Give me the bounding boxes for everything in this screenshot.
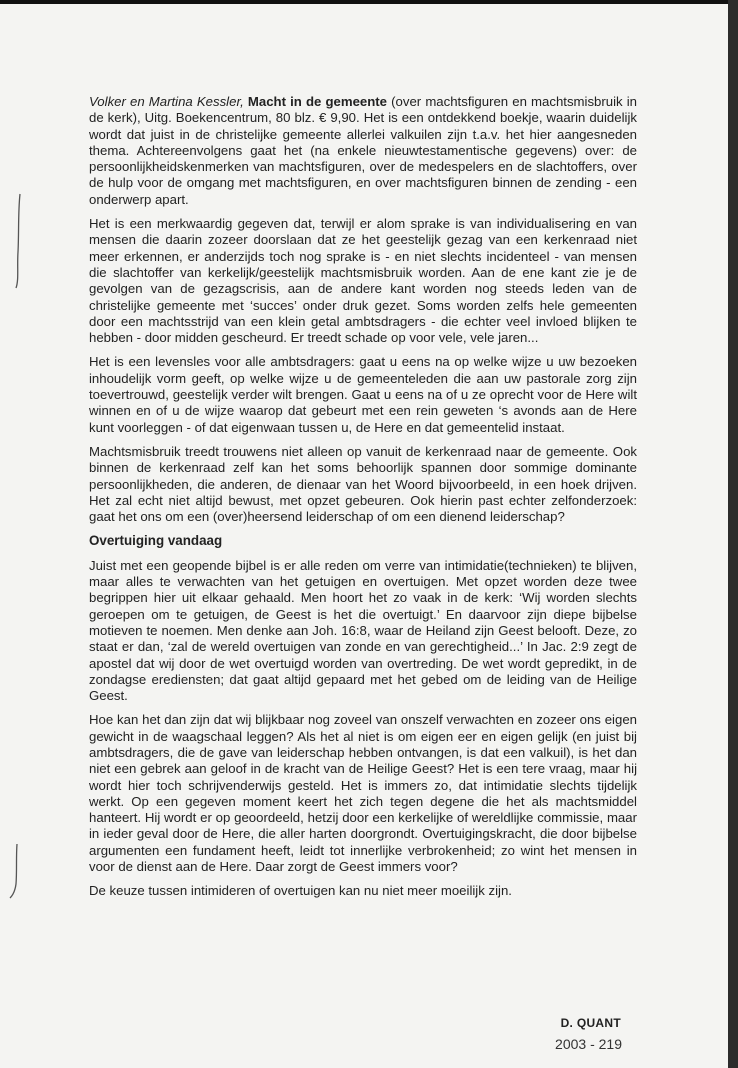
left-margin-bracket-mark [12, 192, 26, 292]
author-signature: D. QUANT [560, 1016, 621, 1030]
body-paragraph: Het is een merkwaardig gegeven dat, terwijl er alom sprake is van individualisering en van mensen die daarin zozeer doorslaan dat ze het geestelijk gezag van een kerkenraad niet meer erkennen, er anderzijds toch nog sprake is - en niet slechts incidenteel - van mensen die slachtoffer van kerkelijk/geestelijk machtsmisbruik worden. Aan de ene kant zie je de gevolgen van de gezagscrisis, aan de andere kant worden nog steeds leden van de christelijke gemeente met ‘succes’ onder druk gezet. Soms worden zelfs hele gemeenten door een machtsstrijd van een klein getal ambtsdragers - die echter veel invloed blijken te hebben - door midden gescheurd. Er treedt schade op voor vele, vele jaren... [89, 216, 637, 346]
body-paragraph: Machtsmisbruik treedt trouwens niet alleen op vanuit de kerkenraad naar de gemeente. Ook binnen de kerkenraad zelf kan het soms behoorlijk spannen door sommige dominante persoonlijkheden, die anderen, de dienaar van het Woord bijvoorbeeld, in een hoek drijven. Het zal echt niet altijd bewust, met opzet gebeuren. Ook hierin past echter zelfonderzoek: gaat het ons om een (over)heersend leiderschap of om een dienend leiderschap? [89, 443, 637, 525]
section-heading: Overtuiging vandaag [89, 533, 223, 549]
review-text: (over machtsfiguren en machtsmisbruik in de kerk), Uitg. Boekencentrum, 80 blz. € 9,90. Het is een ontdekkend boekje, waarin duidelijk wordt dat juist in de christelijke gemeente allerlei valkuilen zijn t.a.v. het hier aangesneden thema. Achtereenvolgens gaat het (na enkele nieuwtestamentische gegevens) over: de persoonlijkheidskenmerken van machtsfiguren, over de medespelers en de slachtoffers, over de hulp voor de omgang met machtsfiguren, en over machtsfiguren binnen de zending - een onderwerp apart. [89, 94, 638, 207]
body-paragraph: Het is een levensles voor alle ambtsdragers: gaat u eens na op welke wijze u uw bezoeken inhoudelijk vorm geeft, op welke wijze u de gemeenteleden die aan uw pastorale zorg zijn toevertrouwd, geestelijk verder wilt brengen. Gaat u eens na of u ze oprecht voor de Here wilt winnen en of u de wijze waarop dat gebeurt met een rein geweten ‘s avonds aan de Here kunt voorleggen - of dat eigenwaan tussen u, de Here en dat gemeentelid instaat. [89, 354, 637, 435]
right-edge [728, 0, 738, 1068]
article-body [89, 94, 637, 908]
left-margin-bracket-mark-2 [8, 842, 24, 902]
page-number: 2003 - 219 [555, 1036, 622, 1052]
section-paragraph: Juist met een geopende bijbel is er alle reden om verre van intimidatie(technieken) te blijven, maar alles te verwachten van het getuigen en overtuigen. Met opzet worden deze twee begrippen hier uit elkaar gehaald. Men hoort het zo vaak in de kerk: ‘Wij worden slechts geroepen om te getuigen, de Geest is het die overtuigt.’ En daarvoor zijn diepe bijbelse motieven te noemen. Men denke aan Joh. 16:8, waar de Heiland zijn Geest belooft. Deze, zo staat er dan, ‘zal de wereld overtuigen van zonde en van gerechtigheid...’ In Jac. 2:9 zegt de apostel dat wij door de wet overtuigd worden van overtreding. De wet wordt gepredikt, in de zondagse erediensten; dat gaat altijd gepaard met het gebed om de leiding van de Heilige Geest. [89, 557, 637, 704]
book-authors: Volker en Martina Kessler, [89, 94, 244, 109]
section-paragraph: Hoe kan het dan zijn dat wij blijkbaar nog zoveel van onszelf verwachten en zozeer ons eigen gewicht in de waagschaal leggen? Als het al niet is om eigen eer en eigen gelijk (en juist bij ambtsdragers, die de gave van leiderschap hebben ontvangen, is dat een valkuil), is het dan niet een gebrek aan geloof in de kracht van de Heilige Geest? Het is een tere vraag, maar hij wordt hier toch schrijvenderwijs gesteld. Het is immers zo, dat intimidatie slechts tijdelijk werkt. Op een gegeven moment keert het zich tegen degene die het als machtsmiddel hanteert. Hij wordt er op geoordeeld, hetzij door een kerkelijke of wereldlijke commissie, maar in ieder geval door de Here, die aller harten doorgrondt. Overtuigingskracht, die door bijbelse argumenten een fundament heeft, leidt tot innerlijke verbrokenheid; zo wint het mensen in voor de dienst aan de Here. Daar zorgt de Geest immers voor? [89, 712, 637, 875]
review-paragraph [89, 94, 637, 208]
section-paragraph: De keuze tussen intimideren of overtuigen kan nu niet meer moeilijk zijn. [89, 883, 512, 899]
book-title: Macht in de gemeente [247, 94, 388, 109]
document-page [0, 4, 728, 1068]
